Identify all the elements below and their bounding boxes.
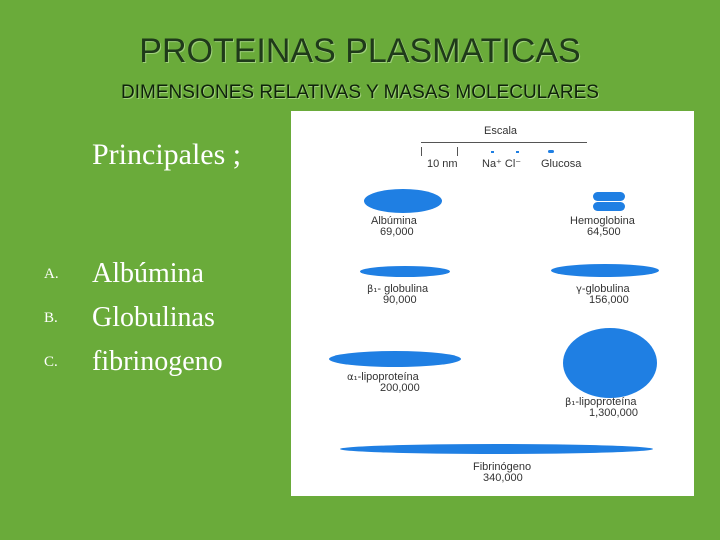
protein-name-text: -lipoproteína <box>575 396 637 408</box>
scale-label: 10 nm <box>427 158 458 170</box>
hemoglobin-shape <box>593 202 625 211</box>
scale-ion-mark <box>491 151 494 153</box>
beta1-globulin-shape <box>360 266 450 277</box>
protein-size-figure <box>291 111 694 496</box>
list-marker: A. <box>44 266 59 282</box>
protein-name-text: -lipoproteína <box>357 371 419 383</box>
slide-subtitle: DIMENSIONES RELATIVAS Y MASAS MOLECULARES <box>121 82 599 103</box>
protein-mass: 64,500 <box>587 226 621 238</box>
gamma-globulin-shape <box>551 264 659 277</box>
scale-glucose-mark <box>548 150 554 153</box>
scale-tick <box>457 147 458 156</box>
beta1-lipoprotein-shape <box>563 328 657 398</box>
protein-mass: 200,000 <box>380 382 420 394</box>
scale-label: Na⁺ Cl⁻ <box>482 158 522 170</box>
list-marker: C. <box>44 354 58 370</box>
hemoglobin-shape <box>593 192 625 201</box>
protein-mass: 1,300,000 <box>589 407 638 419</box>
scale-tick <box>421 147 422 156</box>
protein-name: Fibrinógeno <box>473 461 532 473</box>
alpha1-lipoprotein-shape <box>329 351 461 367</box>
list-item-text: Albúmina <box>92 258 204 289</box>
protein-mass: 69,000 <box>380 226 414 238</box>
list-item-text: Globulinas <box>92 302 215 333</box>
scale-label: Glucosa <box>541 158 582 170</box>
protein-name-text: -globulina <box>581 283 630 295</box>
greek-symbol: γ <box>576 284 582 295</box>
protein-name: Hemoglobina <box>570 215 635 227</box>
scale-ion-mark <box>516 151 519 153</box>
greek-symbol: β₁ <box>367 284 378 295</box>
protein-name-text: - globulina <box>377 283 429 295</box>
scale-title: Escala <box>484 125 518 137</box>
greek-symbol: β₁ <box>565 397 576 408</box>
list-marker: B. <box>44 310 58 326</box>
greek-symbol: α₁ <box>347 372 358 383</box>
albumin-shape <box>364 189 442 213</box>
section-heading: Principales ; <box>92 138 242 171</box>
scale-rule <box>421 142 587 143</box>
fibrinogen-shape <box>340 444 653 454</box>
list-item-text: fibrinogeno <box>92 346 223 377</box>
protein-mass: 340,000 <box>483 472 523 484</box>
protein-name: Albúmina <box>371 215 417 227</box>
slide-title: PROTEINAS PLASMATICAS <box>139 32 581 70</box>
protein-mass: 90,000 <box>383 294 417 306</box>
protein-mass: 156,000 <box>589 294 629 306</box>
